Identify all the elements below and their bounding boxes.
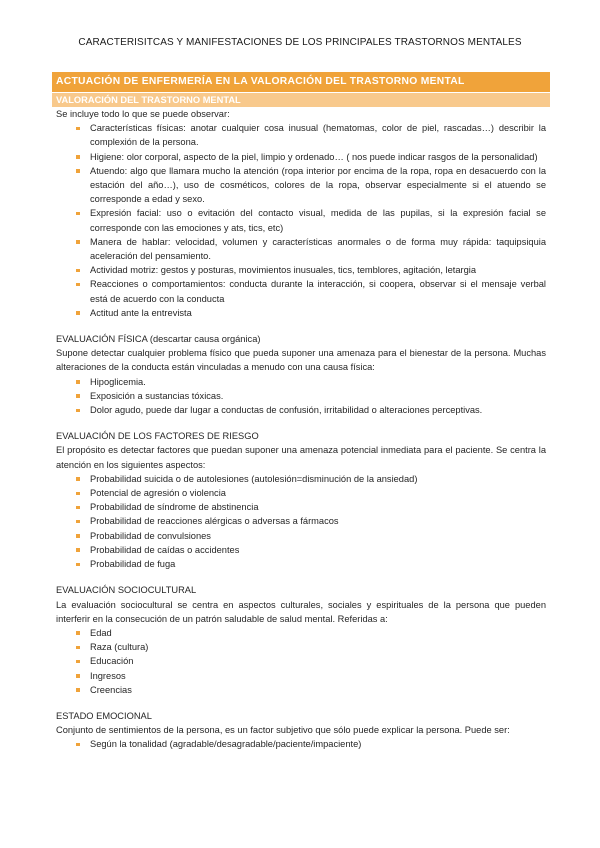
- section-heading-band: ACTUACIÓN DE ENFERMERÍA EN LA VALORACIÓN DEL TRASTORNO MENTAL: [52, 72, 550, 92]
- valoracion-intro: Se incluye todo lo que se puede observar:: [56, 109, 230, 119]
- subsection-heading-band: VALORACIÓN DEL TRASTORNO MENTAL: [52, 93, 550, 107]
- fisica-paragraph: Supone detectar cualquier problema físico que pueda suponer una amenaza para el bienestar de la persona. Muchas alteraciones de la conducta están vinculadas a menudo con una causa física:: [56, 348, 546, 373]
- list-item: Probabilidad de convulsiones: [90, 529, 546, 543]
- list-item: Actitud ante la entrevista: [90, 306, 546, 320]
- list-item: Características físicas: anotar cualquier cosa inusual (hematomas, color de piel, rascadas…) describir la complexión de la persona.: [90, 121, 546, 149]
- document-title: CARACTERISITCAS Y MANIFESTACIONES DE LOS PRINCIPALES TRASTORNOS MENTALES: [78, 37, 522, 48]
- list-item: Manera de hablar: velocidad, volumen y características anormales o de forma muy rápida: taquipsiquia aceleración del pensamiento.: [90, 235, 546, 263]
- list-item: Reacciones o comportamientos: conducta durante la interacción, si coopera, observar si el mensaje verbal está de acuerdo con la conducta: [90, 277, 546, 305]
- list-item: Exposición a sustancias tóxicas.: [90, 389, 546, 403]
- sociocultural-paragraph: La evaluación sociocultural se centra en aspectos culturales, sociales y espirituales de la persona que pueden interferir en la consecución de un patrón saludable de salud mental. Referidas a:: [56, 599, 546, 624]
- list-item: Edad: [90, 626, 546, 640]
- list-item: Probabilidad de caídas o accidentes: [90, 543, 546, 557]
- list-item: Según la tonalidad (agradable/desagradable/paciente/impaciente): [90, 737, 546, 751]
- list-item: Hipoglicemia.: [90, 375, 546, 389]
- list-item: Actividad motriz: gestos y posturas, movimientos inusuales, tics, temblores, agitación, letargia: [90, 263, 546, 277]
- list-item: Higiene: olor corporal, aspecto de la piel, limpio y ordenado… ( nos puede indicar rasgos de la personalidad): [90, 150, 546, 164]
- list-item: Expresión facial: uso o evitación del contacto visual, medida de las pupilas, si la expresión facial se corresponde con las emociones y ats, tics, etc): [90, 206, 546, 234]
- fisica-heading-text: EVALUACIÓN FÍSICA: [56, 334, 148, 345]
- list-item: Probabilidad de reacciones alérgicas o adversas a fármacos: [90, 514, 546, 528]
- emocional-list: [56, 737, 546, 751]
- emocional-paragraph: Conjunto de sentimientos de la persona, es un factor subjetivo que sólo puede explicar la persona. Puede ser:: [56, 725, 510, 736]
- list-item: Educación: [90, 654, 546, 668]
- fisica-heading: [56, 332, 546, 346]
- valoracion-list: [56, 121, 546, 320]
- emocional-heading: ESTADO EMOCIONAL: [56, 710, 152, 721]
- list-item: Atuendo: algo que llamara mucho la atención (ropa interior por encima de la ropa, ropa en desacuerdo con la estación del año…), uso de cosméticos, colores de la ropa, observar especialmente si el atuendo se corresponde a edad y sexo.: [90, 164, 546, 207]
- list-item: Potencial de agresión o violencia: [90, 486, 546, 500]
- sociocultural-list: [56, 626, 546, 697]
- list-item: Creencias: [90, 683, 546, 697]
- riesgo-list: [56, 472, 546, 571]
- sociocultural-heading: EVALUACIÓN SOCIOCULTURAL: [56, 585, 197, 596]
- riesgo-paragraph: El propósito es detectar factores que puedan suponer una amenaza potencial inmediata para el paciente. Se centra la atención en los siguientes aspectos:: [56, 445, 546, 470]
- riesgo-heading: EVALUACIÓN DE LOS FACTORES DE RIESGO: [56, 431, 259, 442]
- list-item: Ingresos: [90, 669, 546, 683]
- list-item: Raza (cultura): [90, 640, 546, 654]
- document-body: [56, 107, 546, 752]
- fisica-list: [56, 375, 546, 418]
- list-item: Probabilidad de síndrome de abstinencia: [90, 500, 546, 514]
- list-item: Dolor agudo, puede dar lugar a conductas de confusión, irritabilidad o alteraciones perceptivas.: [90, 403, 546, 417]
- list-item: Probabilidad suicida o de autolesiones (autolesión=disminución de la ansiedad): [90, 472, 546, 486]
- list-item: Probabilidad de fuga: [90, 557, 546, 571]
- fisica-heading-note: (descartar causa orgánica): [149, 334, 261, 345]
